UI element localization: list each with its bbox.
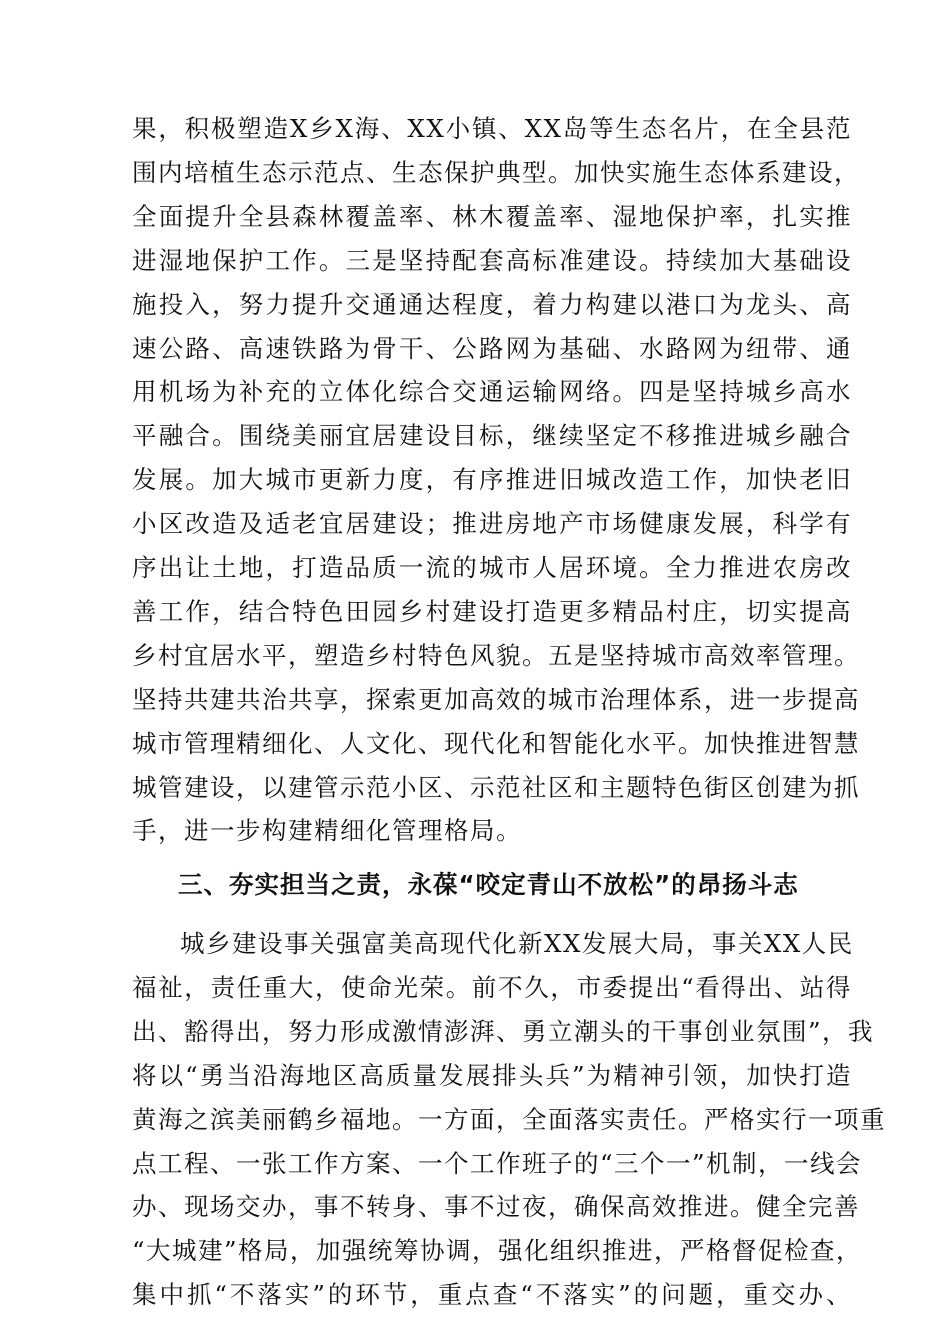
- text-line: 将以“勇当沿海地区高质量发展排头兵”为精神引领，加快打造: [132, 1060, 852, 1090]
- text-line: 善工作，结合特色田园乡村建设打造更多精品村庄，切实提高: [132, 596, 852, 626]
- text-line: “大城建”格局，加强统筹协调，强化组织推进，严格督促检查，: [132, 1236, 863, 1266]
- text-line: 发展。加大城市更新力度，有序推进旧城改造工作，加快老旧: [132, 465, 852, 495]
- text-line: 点工程、一张工作方案、一个工作班子的“三个一”机制，一线会: [132, 1148, 863, 1178]
- text-line: 速公路、高速铁路为骨干、公路网为基础、水路网为纽带、通: [132, 333, 852, 363]
- section-heading: 三、夯实担当之责，永葆“咬定青山不放松”的昂扬斗志: [178, 870, 799, 899]
- text-line: 果，积极塑造X乡X海、XX小镇、XX岛等生态名片，在全县范: [132, 114, 852, 143]
- text-line: 全面提升全县森林覆盖率、林木覆盖率、湿地保护率，扎实推: [132, 201, 852, 231]
- text-line: 围内培植生态示范点、生态保护典型。加快实施生态体系建设，: [132, 157, 860, 187]
- text-line: 黄海之滨美丽鹤乡福地。一方面，全面落实责任。严格实行一项重: [132, 1104, 886, 1134]
- text-line: 用机场为补充的立体化综合交通运输网络。四是坚持城乡高水: [132, 377, 852, 407]
- text-line: 出、豁得出，努力形成激情澎湃、勇立潮头的干事创业氛围”，我: [132, 1016, 875, 1046]
- text-line: 平融合。围绕美丽宜居建设目标，继续坚定不移推进城乡融合: [132, 421, 852, 451]
- text-line: 城市管理精细化、人文化、现代化和智能化水平。加快推进智慧: [132, 728, 860, 758]
- text-line: 序出让土地，打造品质一流的城市人居环境。全力推进农房改: [132, 553, 852, 582]
- text-line: 小区改造及适老宜居建设；推进房地产市场健康发展，科学有: [132, 509, 852, 539]
- text-line: 办、现场交办，事不转身、事不过夜，确保高效推进。健全完善: [132, 1192, 860, 1222]
- text-line: 施投入，努力提升交通通达程度，着力构建以港口为龙头、高: [132, 289, 852, 319]
- text-line: 城乡建设事关强富美高现代化新XX发展大局，事关XX人民: [180, 929, 854, 958]
- text-line: 进湿地保护工作。三是坚持配套高标准建设。持续加大基础设: [132, 245, 852, 275]
- text-line: 乡村宜居水平，塑造乡村特色风貌。五是坚持城市高效率管理。: [132, 640, 860, 670]
- text-line: 城管建设，以建管示范小区、示范社区和主题特色街区创建为抓: [132, 772, 860, 802]
- text-line: 集中抓“不落实”的环节，重点查“不落实”的问题，重交办、: [132, 1280, 852, 1310]
- text-line: 手，进一步构建精细化管理格局。: [132, 816, 522, 846]
- text-line: 福祉，责任重大，使命光荣。前不久，市委提出“看得出、站得: [132, 972, 852, 1002]
- text-line: 坚持共建共治共享，探索更加高效的城市治理体系，进一步提高: [132, 684, 860, 714]
